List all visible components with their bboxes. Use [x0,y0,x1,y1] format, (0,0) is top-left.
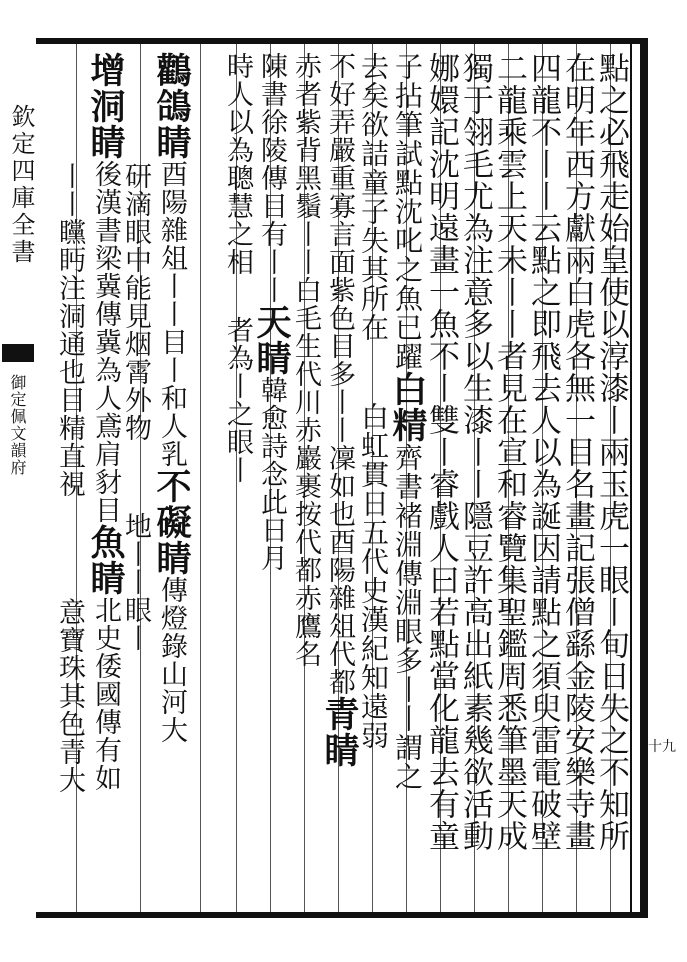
column-text: 赤者紫背黑鬚丨丨白毛生代川赤巖裹按代都赤鷹名 [290,52,321,668]
column-text-rest: 意寶珠其色青大 [54,598,85,794]
column-text: 酉陽雜俎丨丨目丨和人乳 [156,160,187,468]
column-text-rest: 北史倭國傳有如 [90,596,121,792]
page-number: 十九 [648,739,676,755]
text-column-15 [84,52,126,792]
column-text: 後漢書梁冀傳冀為人鳶肩豺目 [90,160,121,524]
right-border [640,38,648,918]
column-text-rest: 傳燈錄山河大 [156,576,187,744]
column-text: 二龍乘雲上天未丨丨者見在宣和睿覽集聖鑑周悉筆墨天成 [491,52,527,852]
entry-heading: 增洞睛 [85,52,126,160]
column-text: 點之必飛走始皇使以淳漆丨兩玉虎一眼丨旬日失之不知所 [593,52,629,852]
column-text: 陳書徐陵傳目有丨丨 [256,52,287,304]
entry-heading: 天睛 [251,304,292,376]
entry-heading: 青睛 [319,696,360,768]
column-text: 時人以為聰慧之相 [222,52,253,276]
margin-strip [0,44,36,912]
column-text-rest: 齊書褚淵傳淵眼多丨丨謂之 [391,443,424,791]
column-text-rest: 白虹貫日五代史漢紀知遠弱 [357,402,390,750]
top-border [36,38,648,44]
column-rule [200,44,201,912]
column-text: 獨于翎毛尤為注意多以生漆丨丨隱豆許高出紙素幾欲活動 [457,52,493,852]
column-text-rest: 韓愈詩念此日月 [256,376,287,572]
text-column-13 [150,52,192,744]
text-column-12 [216,52,258,484]
column-text: 四龍不丨丨云點之即飛去人以為誕因請點之須臾雷電破壁 [525,52,561,852]
section-title: 御定佩文韻府 [8,374,27,476]
text-column-16 [48,52,90,794]
column-text: 娜嬛記沈明遠畫一魚不丨雙丨睿戲人曰若點當化龍去有童 [423,52,459,852]
column-text: 研滴眼中能見烟霄外物 [120,162,151,442]
book-title: 欽定四庫全書 [7,104,35,266]
entry-heading-2: 魚睛 [85,524,126,596]
column-text-rest: 者為丨之眼丨 [222,316,253,484]
column-text: 去矣欲詰童子失其所在 [357,52,390,342]
column-text: 丨丨矘眄注洞通也目精直視 [54,162,85,498]
entry-heading: 鸛鴿睛 [151,52,192,160]
column-text-rest: 地丨丨眼丨 [120,512,151,652]
column-text: 在明年西方獻兩白虎各無一目名畫記張僧繇金陵安樂寺畫 [559,52,595,852]
column-text: 子拈筆試點沈叱之魚已躍 [391,52,424,371]
fish-tail-mark [2,344,34,362]
entry-heading-2: 不礙睛 [151,468,192,576]
column-text: 不好弄嚴重寡言面紫色目多丨丨凜如也酉陽雜俎代都 [324,52,355,696]
bottom-border [36,912,648,918]
entry-heading: 白精 [387,371,428,443]
